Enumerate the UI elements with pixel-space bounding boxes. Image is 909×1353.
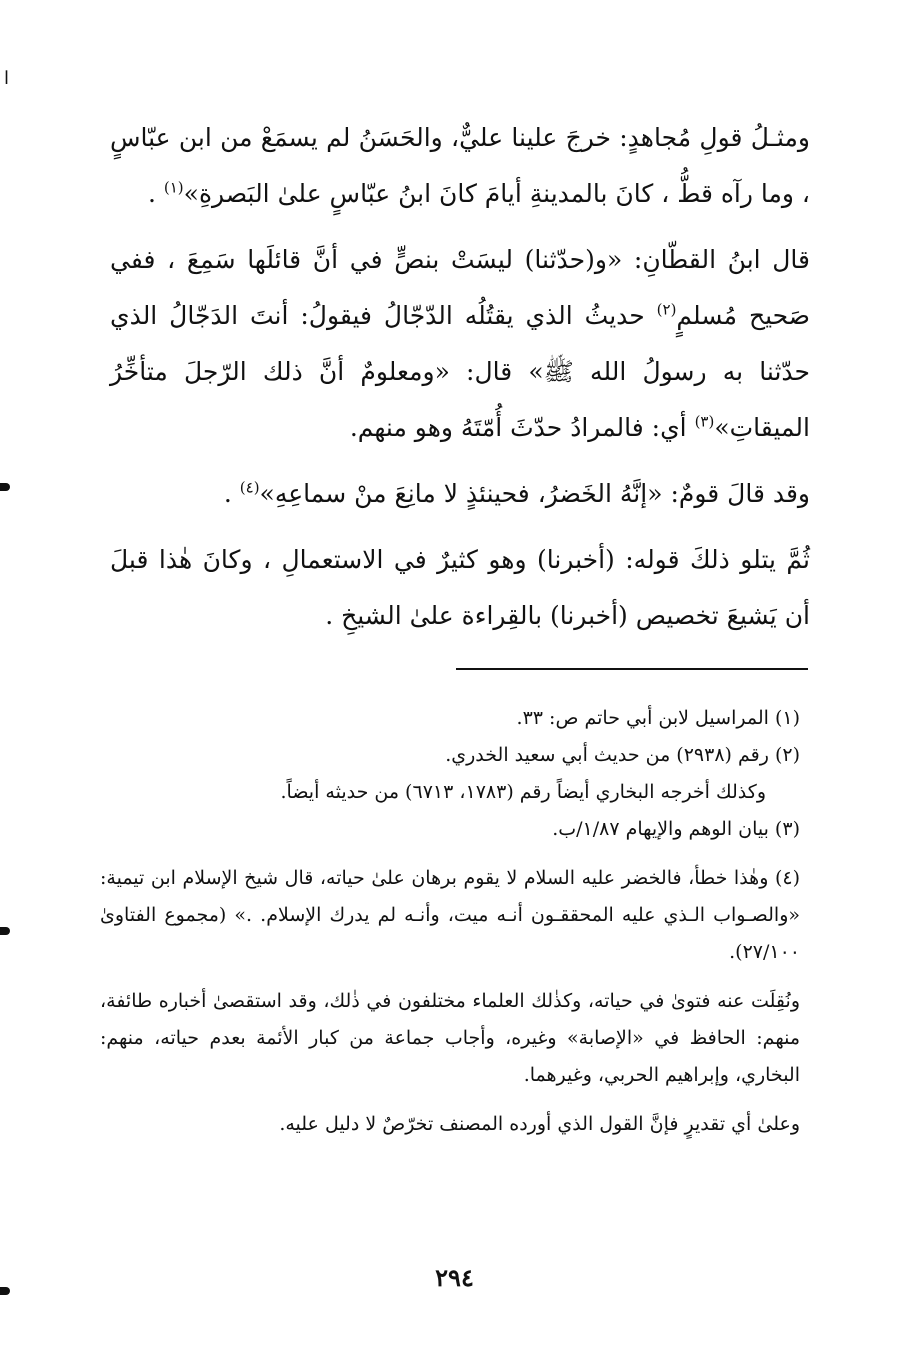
main-text bbox=[110, 110, 810, 654]
paragraph-mujahid bbox=[110, 110, 810, 222]
paragraph-tail: حديثُ الذي يقتُلُه الدّجّالُ فيقولُ: أنتَ الدَجّالُ الذي حدّثنا به رسولُ الله ﷺ» قال: «ومعلومٌ أنَّ ذلك الرّجلَ متأخِّرُ الميقاتِ» bbox=[110, 301, 810, 442]
paragraph-text: ثُمَّ يتلو ذلكَ قوله: (أخبرنا) وهو كثيرٌ في الاستعمالِ ، وكانَ هٰذا قبلَ أن يَشيعَ تخصيص (أخبرنا) بالقِراءة علىٰ الشيخِ . bbox=[110, 545, 810, 630]
corner-mark: ا bbox=[4, 68, 10, 89]
footnotes bbox=[100, 700, 800, 1143]
footnote-ref: (٤) bbox=[239, 478, 260, 497]
page-number: ٢٩٤ bbox=[435, 1263, 474, 1292]
margin-mark bbox=[0, 483, 10, 491]
paragraph-ibn-al-qattan bbox=[110, 232, 810, 456]
margin-mark bbox=[0, 927, 10, 935]
paragraph-text: وقد قالَ قومٌ: «إنَّهُ الخَضرُ، فحينئذٍ لا مانِعَ منْ سماعِهِ» bbox=[259, 479, 810, 508]
footnote-divider bbox=[456, 668, 808, 670]
footnote-ref: (٢) bbox=[656, 300, 677, 319]
footnote-1: (١) المراسيل لابن أبي حاتم ص: ٣٣. bbox=[516, 707, 800, 729]
footnote-3: (٣) بيان الوهم والإيهام ١/٨٧/ب. bbox=[552, 818, 800, 840]
footnote-2-continuation: وكذلك أخرجه البخاري أيضاً رقم (١٧٨٣، ٦٧١٣) من حديثه أيضاً. bbox=[280, 781, 766, 803]
footnote-ref: (٣) bbox=[694, 412, 715, 431]
paragraph-tail: . bbox=[147, 179, 164, 208]
paragraph-tail: أي: فالمرادُ حدّثَ أُمّتَهُ وهو منهم. bbox=[349, 413, 695, 442]
paragraph-text: قال ابنُ القطّانِ: «و(حدّثنا) ليسَتْ بنصٍّ في أنَّ قائلَها سَمِعَ ، ففي صَحيح مُسلمٍ bbox=[110, 245, 810, 330]
footnote-2: (٢) رقم (٢٩٣٨) من حديث أبي سعيد الخدري. bbox=[445, 744, 800, 766]
footnote-4-conclusion: وعلىٰ أي تقديرٍ فإنَّ القول الذي أورده المصنف تخرّصٌ لا دليل عليه. bbox=[279, 1113, 800, 1135]
footnote-ref: (١) bbox=[163, 178, 184, 197]
footnote-4: (٤) وهٰذا خطأ، فالخضر عليه السلام لا يقوم برهان علىٰ حياته، قال شيخ الإسلام ابن تيمية: «والصـواب الـذي عليه المحققـون أنـه ميت، وأنـه لم يدرك الإسلام. .» (مجموع الفتاوىٰ ٢٧/١٠٠). bbox=[100, 867, 800, 963]
paragraph-tail: . bbox=[223, 479, 240, 508]
footnote-4-continuation: ونُقِلَت عنه فتوىٰ في حياته، وكذٰلك العلماء مختلفون في ذٰلك، وقد استقصىٰ أخباره طائفة، منهم: الحافظ في «الإصابة» وغيره، وأجاب جماعة من كبار الأئمة بعدم حياته، منهم: البخاري، وإبراهيم الحربي، وغيرهما. bbox=[100, 990, 800, 1086]
paragraph-text: ومثـلُ قولِ مُجاهدٍ: خرجَ علينا عليٌّ، والحَسَنُ لم يسمَعْ من ابن عبّاسٍ ، وما رآه قطُّ ، كانَ بالمدينةِ أيامَ كانَ ابنُ عبّاسٍ علىٰ البَصرةِ» bbox=[110, 123, 810, 208]
paragraph-khidr bbox=[110, 466, 810, 522]
paragraph-akhbarana bbox=[110, 532, 810, 644]
